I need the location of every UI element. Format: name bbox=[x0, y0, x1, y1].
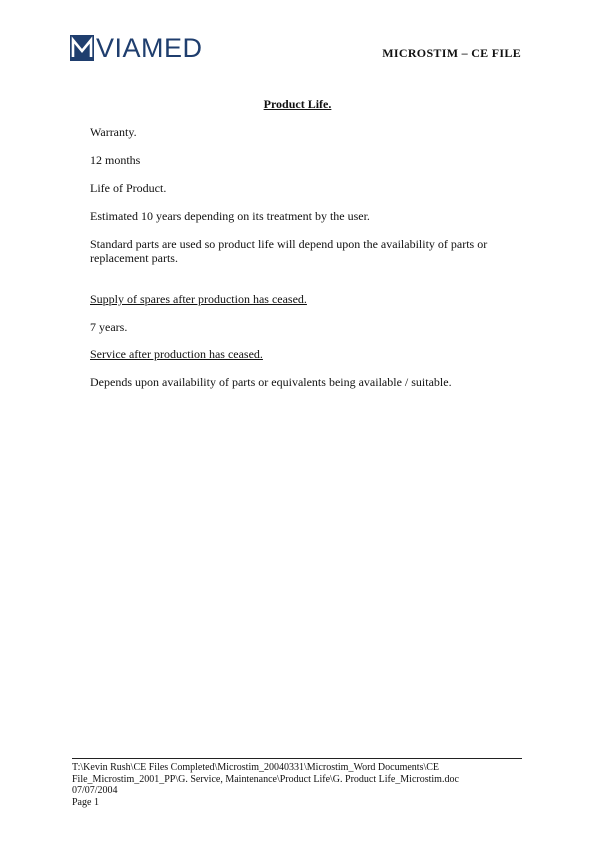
life-parts-line-1: Standard parts are used so product life will depend upon the availability of parts or bbox=[90, 237, 488, 251]
life-estimate: Estimated 10 years depending on its treatment by the user. bbox=[90, 209, 370, 223]
warranty-heading: Warranty. bbox=[90, 125, 137, 139]
warranty-value: 12 months bbox=[90, 153, 141, 167]
footer bbox=[72, 762, 532, 808]
spares-heading: Supply of spares after production has ceased. bbox=[90, 292, 307, 306]
file-title: MICROSTIM – CE FILE bbox=[382, 46, 521, 60]
footer-date: 07/07/2004 bbox=[72, 785, 118, 796]
life-heading: Life of Product. bbox=[90, 181, 167, 195]
logo-text: VIAMED bbox=[96, 33, 203, 63]
service-heading: Service after production has ceased. bbox=[90, 347, 263, 361]
footer-page-number: Page 1 bbox=[72, 796, 99, 808]
life-parts-line-2: replacement parts. bbox=[90, 251, 178, 265]
spares-value: 7 years. bbox=[90, 320, 128, 334]
footer-divider bbox=[72, 758, 522, 759]
footer-path-line-1: T:\Kevin Rush\CE Files Completed\Microstim_20040331\Microstim_Word Documents\CE bbox=[72, 762, 440, 773]
page-title: Product Life. bbox=[263, 97, 332, 111]
viamed-logo-mark-icon bbox=[70, 35, 94, 61]
service-value: Depends upon availability of parts or equivalents being available / suitable. bbox=[90, 375, 452, 389]
footer-path-line-2: File_Microstim_2001_PP\G. Service, Maintenance\Product Life\G. Product Life_Microstim.doc bbox=[72, 773, 459, 785]
viamed-logo bbox=[70, 34, 203, 62]
